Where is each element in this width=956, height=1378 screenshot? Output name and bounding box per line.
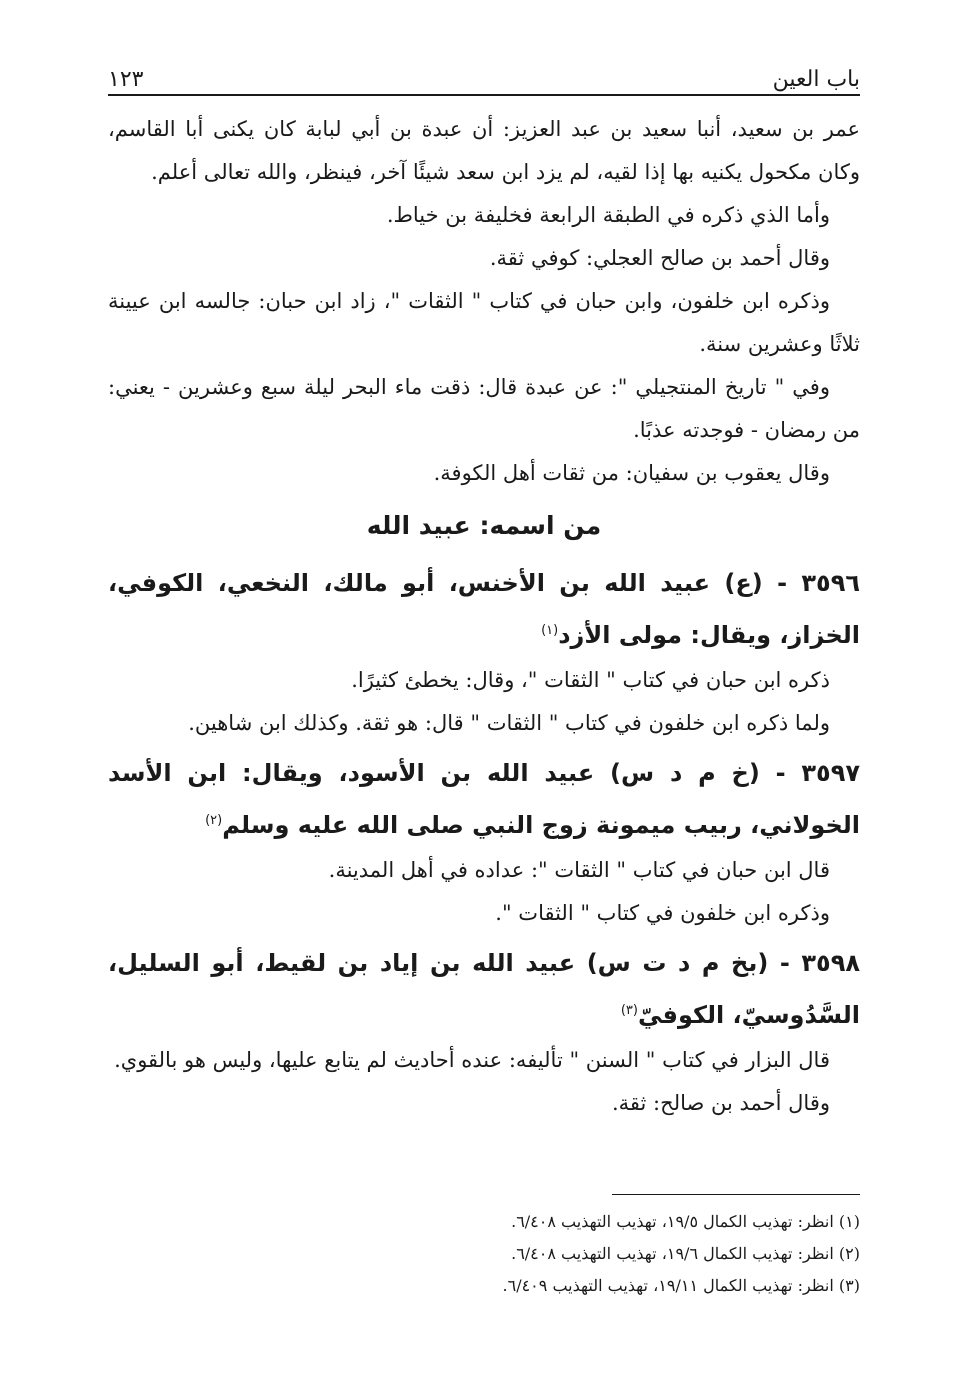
footnote: (٣) انظر: تهذيب الكمال ١٩/١١، تهذيب التهذيب ٦/٤٠٩. xyxy=(502,1276,860,1295)
paragraph: وأما الذي ذكره في الطبقة الرابعة فخليفة بن خياط. xyxy=(386,203,830,227)
header-divider xyxy=(108,94,860,96)
footnote: (١) انظر: تهذيب الكمال ١٩/٥، تهذيب التهذيب ٦/٤٠٨. xyxy=(511,1212,860,1231)
paragraph: وقال أحمد بن صالح العجلي: كوفي ثقة. xyxy=(489,246,830,270)
footnotes xyxy=(108,1206,860,1302)
paragraph: وقال يعقوب بن سفيان: من ثقات أهل الكوفة. xyxy=(433,461,830,485)
paragraph: وفي " تاريخ المنتجيلي ": عن عبدة قال: ذقت ماء البحر ليلة سبع وعشرين - يعني: من رمضان - فوجدته عذبًا. xyxy=(108,375,860,442)
entry-3598 xyxy=(108,939,860,1125)
paragraph: ذكره ابن حبان في كتاب " الثقات "، وقال: يخطئ كثيرًا. xyxy=(351,668,830,692)
entry-title-text: ٣٥٩٦ - (ع) عبيد الله بن الأخنس، أبو مالك، النخعي، الكوفي، الخزاز، ويقال: مولى الأزد xyxy=(108,569,860,649)
entry-title xyxy=(108,939,860,1039)
footnote-divider xyxy=(612,1194,860,1195)
paragraph: عمر بن سعيد، أنبا سعيد بن عبد العزيز: أن عبدة بن أبي لبابة كان يكنى أبا القاسم، وكان مكحول يكنيه بها إذا لقيه، لم يزد ابن سعد شيئًا آخر، فينظر، والله تعالى أعلم. xyxy=(108,117,860,184)
paragraph: ولما ذكره ابن خلفون في كتاب " الثقات " قال: هو ثقة. وكذلك ابن شاهين. xyxy=(188,711,830,735)
section-heading: من اسمه: عبيد الله xyxy=(366,511,602,540)
page-number: ١٢٣ xyxy=(108,67,144,92)
entry-title xyxy=(108,749,860,849)
paragraph: وذكره ابن خلفون في كتاب " الثقات ". xyxy=(495,901,830,925)
paragraph: قال ابن حبان في كتاب " الثقات ": عداده في أهل المدينة. xyxy=(328,858,830,882)
footnote-marker: (١) xyxy=(541,623,559,638)
entry-title xyxy=(108,559,860,659)
entry-title-text: ٣٥٩٧ - (خ م د س) عبيد الله بن الأسود، ويقال: ابن الأسد الخولاني، ربيب ميمونة زوج النبي صلى الله عليه وسلم xyxy=(108,759,860,839)
paragraph: وذكره ابن خلفون، وابن حبان في كتاب " الثقات "، زاد ابن حبان: جالسه ابن عيينة ثلاثًا وعشرين سنة. xyxy=(108,289,860,356)
entry-3596 xyxy=(108,559,860,745)
footnote-marker: (٢) xyxy=(205,813,223,828)
running-header xyxy=(108,50,860,96)
entry-3597 xyxy=(108,749,860,935)
footnote: (٢) انظر: تهذيب الكمال ١٩/٦، تهذيب التهذيب ٦/٤٠٨. xyxy=(511,1244,860,1263)
paragraph: قال البزار في كتاب " السنن " تأليفه: عنده أحاديث لم يتابع عليها، وليس هو بالقوي. xyxy=(114,1048,830,1072)
header-section-title: باب العين xyxy=(772,67,860,92)
main-text xyxy=(108,108,860,1125)
footnote-marker: (٣) xyxy=(620,1003,638,1018)
paragraph: وقال أحمد بن صالح: ثقة. xyxy=(611,1091,830,1115)
entry-title-text: ٣٥٩٨ - (بخ م د ت س) عبيد الله بن إياد بن لقيط، أبو السليل، السَّدُوسيّ، الكوفيّ xyxy=(108,949,860,1029)
